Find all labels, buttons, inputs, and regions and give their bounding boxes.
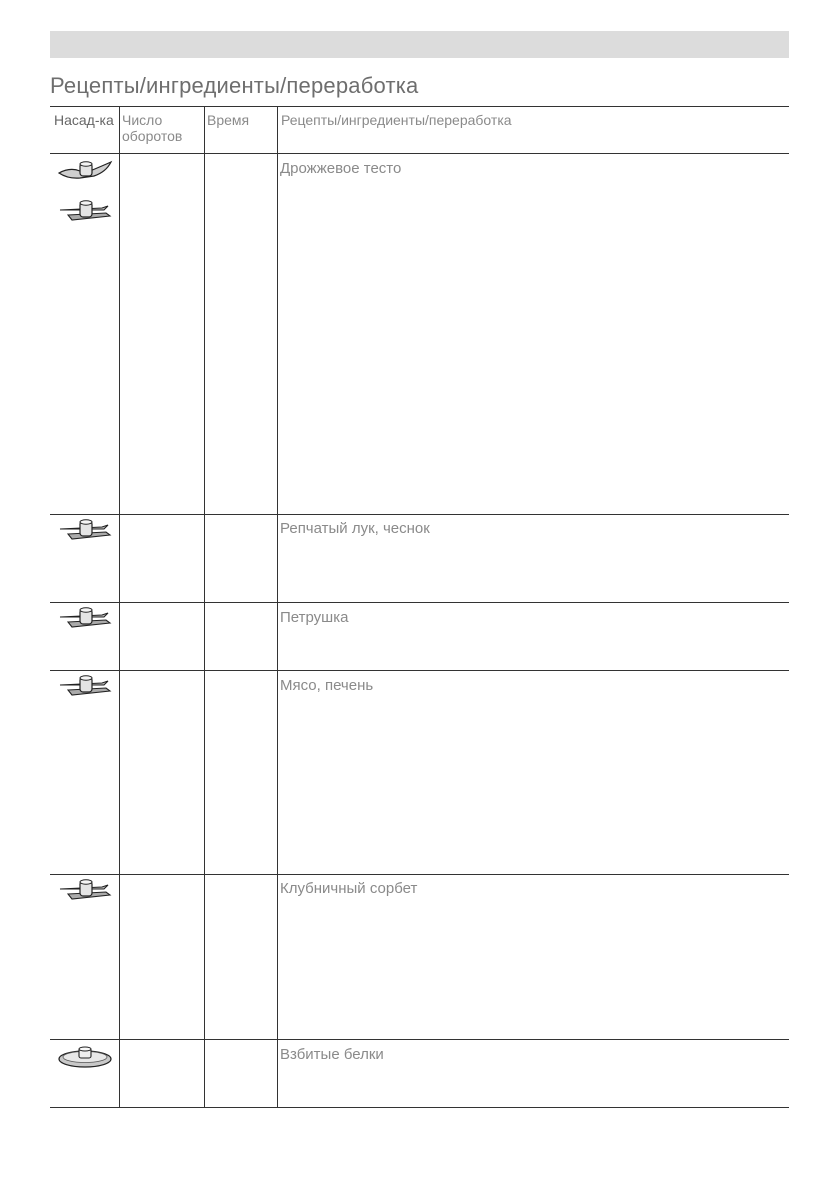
- recipe-whipped-egg-whites: Взбитые белки: [280, 1046, 384, 1063]
- recipe-strawberry-sorbet: Клубничный сорбет: [280, 880, 418, 897]
- whisk-disc-icon: [56, 1042, 114, 1070]
- dough-hook-icon: [56, 158, 114, 186]
- column-divider: [204, 106, 205, 1107]
- column-divider: [119, 106, 120, 1107]
- universal-blade-icon: [56, 673, 114, 701]
- universal-blade-icon: [56, 605, 114, 633]
- universal-blade-icon: [56, 517, 114, 545]
- header-attachment: Насад-ка: [54, 112, 114, 128]
- page-title: Рецепты/ингредиенты/переработка: [50, 73, 419, 98]
- recipe-meat-liver: Мясо, печень: [280, 677, 374, 694]
- column-divider: [277, 106, 278, 1107]
- row-divider: [50, 874, 789, 875]
- table-top-rule: [50, 106, 789, 107]
- header-recipe: Рецепты/ингредиенты/переработка: [281, 112, 512, 128]
- recipe-parsley: Петрушка: [280, 609, 349, 626]
- universal-blade-icon: [56, 877, 114, 905]
- header-bar: [50, 31, 789, 58]
- row-divider: [50, 1039, 789, 1040]
- header-time: Время: [207, 112, 250, 128]
- header-speed: Число оборотов: [122, 112, 183, 144]
- recipe-yeast-dough: Дрожжевое тесто: [280, 160, 402, 177]
- row-divider: [50, 602, 789, 603]
- row-divider: [50, 670, 789, 671]
- recipe-onion-garlic: Репчатый лук, чеснок: [280, 520, 430, 537]
- table-bottom-rule: [50, 1107, 789, 1108]
- universal-blade-icon: [56, 198, 114, 226]
- header-rule: [50, 153, 789, 154]
- row-divider: [50, 514, 789, 515]
